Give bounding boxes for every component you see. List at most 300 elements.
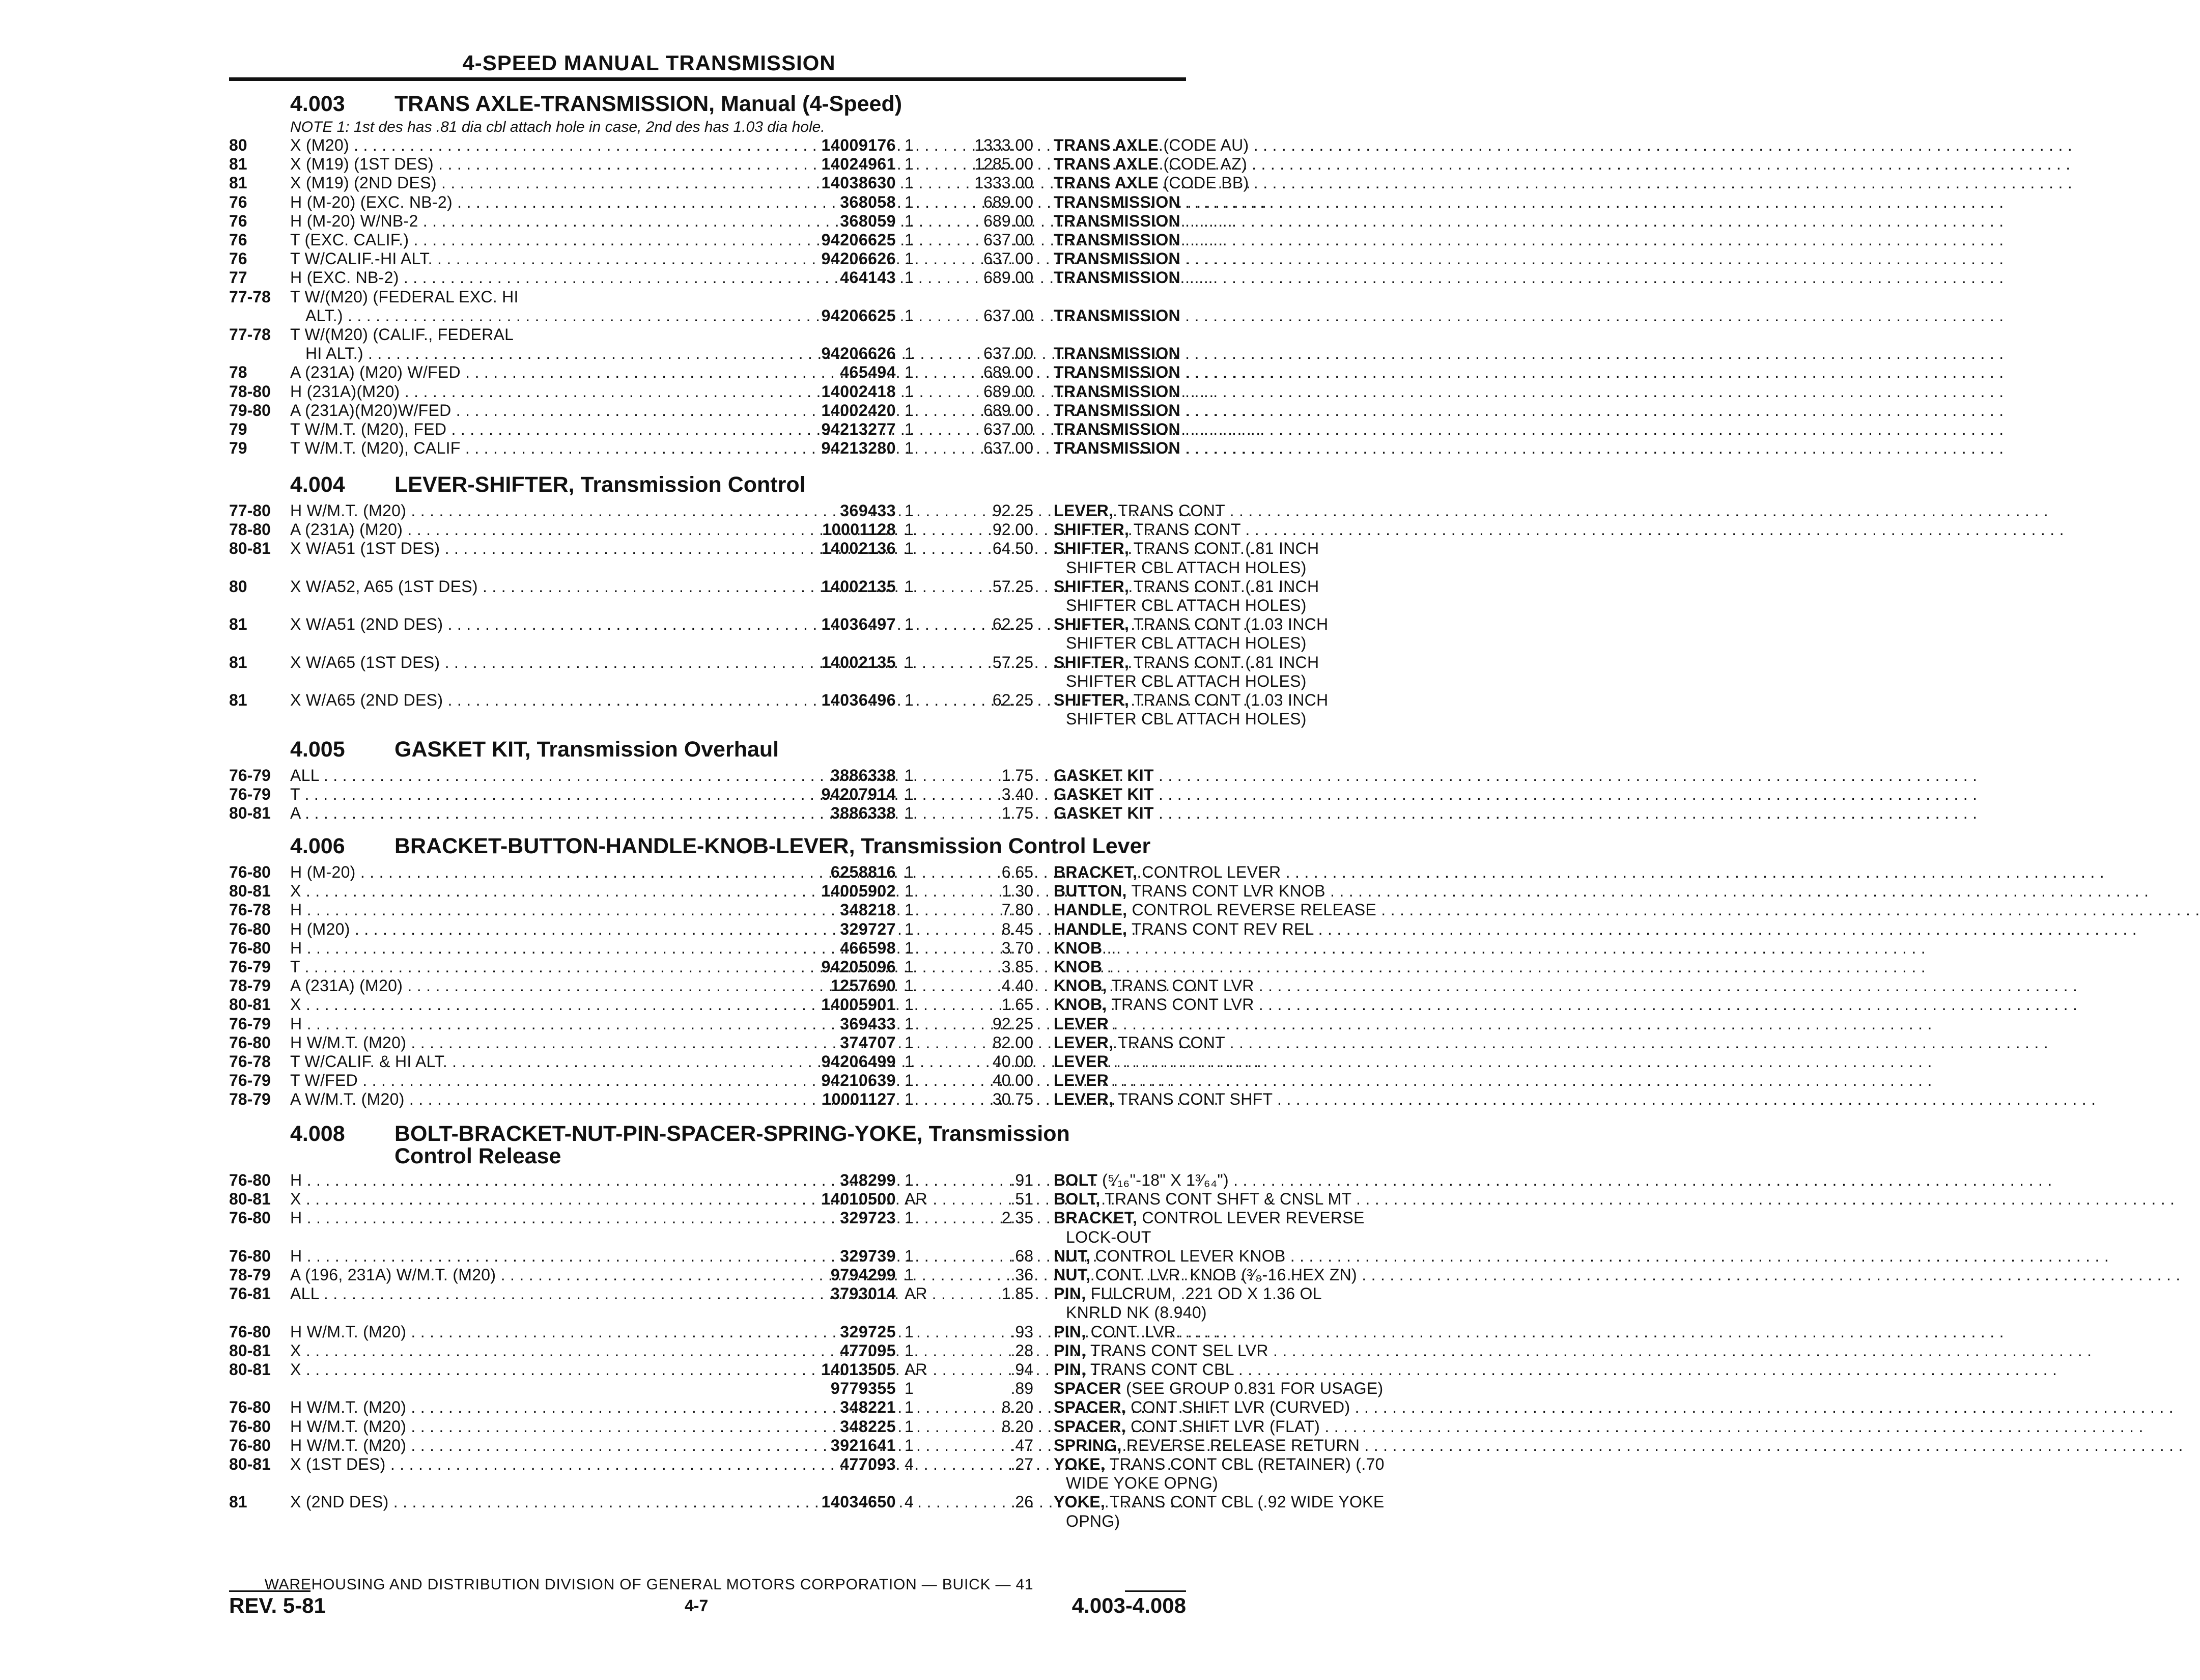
- quantity: 1: [905, 804, 914, 823]
- section-number: 4.005: [290, 737, 345, 762]
- parts-row: [229, 1341, 1268, 1360]
- part-number: 9779355: [830, 1379, 896, 1398]
- part-name-detail: CONT. LVR. KNOB (³⁄₈-16 HEX ZN): [1090, 1266, 1357, 1284]
- part-name-detail: SHIFTER CBL ATTACH HOLES): [1066, 558, 1307, 577]
- section-note: NOTE 1: 1st des has .81 dia cbl attach hole in case, 2nd des has 1.03 dia hole.: [290, 119, 825, 135]
- part-name-primary: LEVER,: [1054, 1090, 1114, 1109]
- page-number: 4-7: [685, 1597, 709, 1615]
- price: .89: [1010, 1379, 1033, 1398]
- quantity: AR: [905, 1284, 927, 1303]
- part-number: 466598: [840, 938, 896, 957]
- part-name-primary: GASKET KIT: [1054, 766, 1154, 785]
- part-number: 94207914: [821, 785, 896, 804]
- application-description: H . . .: [290, 1015, 793, 1033]
- price: 637.00: [983, 231, 1033, 249]
- part-name-detail: CONTROL LEVER: [1137, 863, 1281, 881]
- application-description: A W/M.T. (M20) . . .: [290, 1090, 793, 1109]
- model-year: 80-81: [229, 1341, 271, 1360]
- part-number: 14002135: [821, 577, 896, 596]
- part-name: [1054, 653, 1420, 672]
- model-year: 78: [229, 363, 247, 382]
- application-description: H (231A)(M20) . . .: [290, 382, 793, 401]
- part-name-primary: HANDLE,: [1054, 919, 1127, 938]
- part-number: 14005901: [821, 995, 896, 1014]
- part-name-primary: TRANSMISSION: [1054, 363, 1180, 382]
- price: 1.75: [1001, 766, 1033, 785]
- application-description: A (231A)(M20)W/FED . . .: [290, 401, 793, 420]
- model-year: 79-80: [229, 401, 271, 419]
- quantity: 1: [905, 174, 914, 192]
- part-name: [1054, 539, 1420, 558]
- application-description: H . . .: [290, 1247, 793, 1266]
- quantity: 1: [905, 363, 914, 382]
- part-number: 14034650: [821, 1493, 896, 1511]
- part-name-primary: TRANSMISSION: [1054, 211, 1180, 230]
- price: 82.00: [992, 1033, 1033, 1052]
- model-year: 78-79: [229, 1090, 271, 1109]
- part-number: 14010500: [821, 1190, 896, 1209]
- part-number: 94206626: [821, 344, 896, 363]
- price: 689.00: [983, 382, 1033, 401]
- part-name: [1054, 1052, 1420, 1071]
- part-name: [1054, 1379, 1420, 1398]
- part-name: [1054, 193, 1420, 212]
- quantity: 1: [905, 382, 914, 401]
- section-heading: [290, 473, 1206, 496]
- part-name-primary: SHIFTER,: [1054, 653, 1130, 671]
- parts-row: [229, 1474, 1219, 1493]
- quantity: 1: [905, 1246, 914, 1265]
- quantity: 1: [905, 1071, 914, 1090]
- part-number: 9794299: [830, 1266, 896, 1284]
- model-year: 76-79: [229, 958, 271, 976]
- part-number: 477095: [840, 1341, 896, 1360]
- parts-row: [229, 1033, 1225, 1052]
- price: 64.50: [992, 539, 1033, 558]
- price: 1333.00: [974, 136, 1033, 154]
- part-name-primary: TRANSMISSION: [1054, 231, 1180, 249]
- part-name-primary: TRANS AXLE: [1054, 136, 1159, 154]
- section-subtitle: Transmission Control Lever: [861, 834, 1151, 858]
- parts-row: [229, 901, 1377, 919]
- part-name-primary: YOKE,: [1054, 1493, 1106, 1511]
- part-name: [1054, 420, 1420, 439]
- parts-row: [229, 249, 1186, 268]
- quantity: 1: [905, 1417, 914, 1436]
- model-year: 76-80: [229, 1398, 271, 1417]
- part-name: [1054, 344, 1420, 363]
- parts-row: [229, 653, 1319, 672]
- parts-row: [229, 558, 1307, 577]
- part-name-primary: TRANSMISSION: [1054, 401, 1180, 419]
- parts-row: [229, 634, 1307, 653]
- part-name-primary: GASKET KIT: [1054, 804, 1154, 823]
- part-name-detail: TRANS CONT LVR: [1107, 995, 1254, 1014]
- parts-row: [229, 804, 1186, 823]
- part-name: [1054, 1417, 1420, 1436]
- part-number: 94205096: [821, 958, 896, 976]
- part-number: 368058: [840, 192, 896, 211]
- part-name: [1054, 672, 1420, 691]
- quantity: 1: [905, 938, 914, 957]
- part-name-detail: CONT SHIFT LVR (FLAT): [1125, 1417, 1320, 1436]
- quantity: 1: [905, 1322, 914, 1341]
- part-name-primary: BRACKET,: [1054, 863, 1138, 881]
- part-number: 94213280: [821, 439, 896, 458]
- part-name-detail: SHIFTER CBL ATTACH HOLES): [1066, 596, 1307, 614]
- application-description: T W/CALIF. & HI ALT. . . .: [290, 1052, 793, 1071]
- price: 1.30: [1001, 882, 1033, 901]
- application-description: ALL . . .: [290, 1284, 793, 1303]
- part-name: [1054, 577, 1420, 596]
- part-name: [1054, 401, 1420, 420]
- part-name: [1054, 691, 1420, 710]
- part-name-primary: KNOB,: [1054, 976, 1107, 995]
- part-name-detail: CONT SHIFT LVR (CURVED): [1125, 1398, 1350, 1417]
- part-number: 14005902: [821, 882, 896, 901]
- part-name: [1054, 1015, 1420, 1033]
- parts-row: [229, 520, 1241, 539]
- price: 1285.00: [974, 155, 1033, 174]
- application-description: X (M20) . . .: [290, 136, 793, 155]
- part-name: [1054, 1071, 1420, 1090]
- quantity: 1: [905, 439, 914, 458]
- part-name-primary: TRANSMISSION: [1054, 439, 1180, 458]
- parts-row: [229, 1493, 1385, 1511]
- parts-row: [229, 1246, 1286, 1266]
- part-name-detail: TRANS CONT CBL (.92 WIDE YOKE: [1105, 1493, 1385, 1511]
- application-description: H W/M.T. (M20) . . .: [290, 1398, 793, 1417]
- part-name-detail: TRANS CONT LVR: [1107, 976, 1254, 995]
- parts-row: [229, 577, 1319, 596]
- price: 30.75: [992, 1090, 1033, 1109]
- application-description: T W/(M20) (FEDERAL EXC. HI: [290, 287, 519, 306]
- parts-row: [229, 268, 1186, 287]
- parts-row: [229, 193, 1186, 212]
- part-name-primary: SHIFTER,: [1054, 520, 1130, 539]
- part-name-primary: TRANSMISSION: [1054, 420, 1180, 438]
- price: 1333.00: [974, 174, 1033, 192]
- part-name: [1054, 1090, 1420, 1109]
- part-number: 329727: [840, 919, 896, 938]
- part-name: [1054, 901, 1420, 919]
- quantity: 1: [905, 691, 914, 709]
- part-name: [1054, 1266, 1420, 1284]
- application-description: H (M-20) . . .: [290, 863, 793, 882]
- part-name-primary: KNOB,: [1054, 995, 1107, 1014]
- model-year: 80-81: [229, 539, 271, 558]
- part-name-detail: CONTROL LEVER KNOB: [1090, 1246, 1286, 1265]
- model-year: 76-80: [229, 1417, 271, 1436]
- model-year: 81: [229, 155, 247, 174]
- quantity: 1: [905, 901, 914, 919]
- parts-row: [229, 995, 1254, 1014]
- part-name-primary: GASKET KIT: [1054, 785, 1154, 804]
- price: 637.00: [983, 249, 1033, 268]
- part-name-detail: TRANS CONT CBL: [1086, 1360, 1234, 1379]
- application-description: T . . .: [290, 958, 793, 976]
- quantity: 1: [905, 155, 914, 174]
- model-year: 76-79: [229, 1014, 271, 1033]
- model-year: 76-79: [229, 1071, 271, 1090]
- application-description: H W/M.T. (M20) . . .: [290, 1436, 793, 1455]
- quantity: 1: [905, 615, 914, 634]
- part-number: 329739: [840, 1246, 896, 1265]
- quantity: 4: [905, 1455, 914, 1473]
- application-description: T W/(M20) (CALIF., FEDERAL: [290, 325, 514, 344]
- part-name-primary: TRANSMISSION: [1054, 344, 1180, 363]
- part-name: [1054, 1323, 1420, 1341]
- quantity: 1: [905, 1341, 914, 1360]
- part-number: 477093: [840, 1455, 896, 1473]
- parts-row: [229, 344, 1186, 363]
- price: 689.00: [983, 268, 1033, 287]
- parts-row: [229, 691, 1329, 710]
- section-number: 4.004: [290, 472, 345, 497]
- part-name-primary: YOKE,: [1054, 1455, 1106, 1473]
- part-name-primary: LEVER,: [1054, 501, 1114, 520]
- part-name-detail: TRANS CONT (.81 INCH: [1129, 577, 1319, 596]
- price: 62.25: [992, 615, 1033, 634]
- model-year: 80-81: [229, 1360, 271, 1379]
- quantity: 1: [905, 268, 914, 287]
- model-year: 77-78: [229, 325, 271, 344]
- part-number: 94206625: [821, 231, 896, 249]
- price: 1.85: [1001, 1284, 1033, 1303]
- part-name-primary: SPACER: [1054, 1379, 1121, 1398]
- application-description: X . . .: [290, 1341, 793, 1360]
- parts-row: [229, 1209, 1365, 1227]
- part-name: [1054, 1455, 1420, 1474]
- part-name: [1054, 710, 1420, 729]
- part-name-detail: TRANS CONT SEL LVR: [1086, 1341, 1268, 1360]
- price: 689.00: [983, 363, 1033, 382]
- part-name: [1054, 174, 1420, 192]
- application-description: T W/M.T. (M20), FED . . .: [290, 420, 793, 439]
- model-year: 80-81: [229, 882, 271, 901]
- quantity: 1: [905, 1052, 914, 1071]
- part-name: [1054, 1436, 1420, 1455]
- quantity: 1: [905, 501, 914, 520]
- part-name: [1054, 155, 1420, 174]
- quantity: 1: [905, 1379, 914, 1398]
- application-description: H . . .: [290, 1209, 793, 1227]
- parts-row: [229, 1512, 1186, 1531]
- part-name-primary: SHIFTER,: [1054, 539, 1130, 558]
- price: 8.45: [1001, 919, 1033, 938]
- application-description: H . . .: [290, 1171, 793, 1190]
- part-number: 6258816: [830, 863, 896, 881]
- price: 57.25: [992, 577, 1033, 596]
- section-number: 4.008: [290, 1122, 345, 1146]
- part-name-detail: (CODE AU): [1159, 136, 1249, 154]
- quantity: 1: [905, 520, 914, 539]
- part-number: 464143: [840, 268, 896, 287]
- parts-row: [229, 1284, 1322, 1303]
- model-year: 77: [229, 268, 247, 287]
- part-name-detail: TRANS CONT: [1113, 501, 1225, 520]
- part-name-primary: LEVER: [1054, 1014, 1109, 1033]
- part-name-primary: LEVER,: [1054, 1033, 1114, 1052]
- part-name: [1054, 382, 1420, 401]
- model-year: 76-80: [229, 863, 271, 881]
- part-name-primary: TRANSMISSION: [1054, 268, 1180, 287]
- part-number: 14013505: [821, 1360, 896, 1379]
- quantity: 1: [905, 539, 914, 558]
- part-name-primary: SPRING,: [1054, 1436, 1122, 1454]
- price: 40.00: [992, 1052, 1033, 1071]
- part-number: 348225: [840, 1417, 896, 1436]
- model-year: 76-80: [229, 1246, 271, 1265]
- part-name-primary: SPACER,: [1054, 1398, 1126, 1417]
- part-name-primary: TRANSMISSION: [1054, 306, 1180, 325]
- part-number: 3793014: [830, 1284, 896, 1303]
- part-name-detail: OPNG): [1066, 1511, 1120, 1530]
- application-description: X (M19) (1ST DES) . . .: [290, 155, 793, 174]
- part-name-detail: SHIFTER CBL ATTACH HOLES): [1066, 671, 1307, 690]
- parts-row: [229, 501, 1225, 520]
- part-name-primary: PIN,: [1054, 1284, 1086, 1303]
- parts-row: [229, 1228, 1186, 1247]
- section-title: LEVER-SHIFTER,: [394, 472, 575, 497]
- application-description: T W/CALIF.-HI ALT. . . .: [290, 249, 793, 268]
- model-year: 81: [229, 653, 247, 671]
- part-number: 10001127: [822, 1090, 896, 1109]
- part-name-detail: TRANS CONT LVR KNOB: [1126, 882, 1325, 901]
- parts-row: [229, 615, 1329, 634]
- part-name-detail: (⁵⁄₁₆"-18" X 1³⁄₆₄"): [1097, 1171, 1229, 1189]
- model-year: 76-80: [229, 919, 271, 938]
- parts-row: [229, 231, 1186, 249]
- model-year: 79: [229, 420, 247, 438]
- part-number: 348218: [840, 901, 896, 919]
- part-name: [1054, 995, 1420, 1014]
- quantity: 1: [905, 211, 914, 230]
- part-name: [1054, 863, 1420, 882]
- part-name-detail: TRANS CONT (.81 INCH: [1129, 653, 1319, 671]
- price: 62.25: [992, 691, 1033, 709]
- part-name: [1054, 212, 1420, 231]
- price: .26: [1010, 1493, 1033, 1511]
- part-name-detail: TRANS CONT SHFT: [1113, 1090, 1273, 1109]
- quantity: 1: [905, 995, 914, 1014]
- application-description: H (M-20) W/NB-2 . . .: [290, 212, 793, 231]
- parts-row: [229, 919, 1314, 939]
- parts-row: [229, 155, 1247, 174]
- model-year: 80-81: [229, 1190, 271, 1209]
- price: .68: [1010, 1246, 1033, 1265]
- application-description: T W/FED . . .: [290, 1071, 793, 1090]
- part-name: [1054, 1284, 1420, 1303]
- section-title: GASKET KIT,: [394, 737, 531, 762]
- parts-row: [229, 671, 1307, 691]
- parts-row: [229, 1090, 1273, 1109]
- price: .27: [1010, 1455, 1033, 1473]
- part-name: [1054, 1493, 1420, 1511]
- part-name-detail: TRANS CONT: [1129, 520, 1241, 539]
- part-name-detail: TRANS CONT REV REL: [1127, 919, 1314, 938]
- model-year: 78-80: [229, 520, 271, 539]
- parts-row: [229, 325, 1186, 344]
- parts-row: [229, 306, 1186, 325]
- quantity: 1: [905, 344, 914, 363]
- quantity: 1: [905, 1436, 914, 1454]
- part-number: 465494: [840, 363, 896, 382]
- part-number: 14009176: [821, 136, 896, 154]
- revision-label: REV. 5-81: [229, 1593, 326, 1617]
- model-year: 81: [229, 174, 247, 192]
- quantity: 1: [905, 577, 914, 596]
- part-number: 369433: [840, 1014, 896, 1033]
- model-year: 80-81: [229, 1455, 271, 1473]
- part-number: 94213277: [821, 420, 896, 438]
- parts-row: [229, 439, 1186, 458]
- footer-rule-right: [1125, 1590, 1186, 1592]
- application-description: H . . .: [290, 901, 793, 919]
- section-title: BRACKET-BUTTON-HANDLE-KNOB-LEVER,: [394, 834, 855, 858]
- application-description: ALT.) . . .: [290, 306, 793, 325]
- part-name-primary: SHIFTER,: [1054, 577, 1130, 596]
- part-number: 3921641: [830, 1436, 896, 1454]
- quantity: 1: [905, 1014, 914, 1033]
- part-name-detail: TRANS CONT CBL (RETAINER) (.70: [1105, 1455, 1385, 1473]
- part-name-detail: TRANS CONT: [1113, 1033, 1225, 1052]
- part-number: 94206499: [821, 1052, 896, 1071]
- part-name: [1054, 268, 1420, 287]
- model-year: 76: [229, 211, 247, 230]
- part-number: 3886338: [830, 804, 896, 823]
- application-description: X W/A52, A65 (1ST DES) . . .: [290, 577, 793, 596]
- part-number: 374707: [840, 1033, 896, 1052]
- section-title-line2: Control Release: [394, 1144, 561, 1168]
- parts-row: [229, 288, 1186, 306]
- part-name-primary: SPACER,: [1054, 1417, 1126, 1436]
- part-name: [1054, 1341, 1420, 1360]
- model-year: 78-79: [229, 1266, 271, 1284]
- part-name: [1054, 306, 1420, 325]
- price: 637.00: [983, 306, 1033, 325]
- section-subtitle: Transmission Overhaul: [537, 737, 779, 762]
- application-description: X W/A65 (2ND DES) . . .: [290, 691, 793, 710]
- part-name-primary: TRANSMISSION: [1054, 192, 1180, 211]
- part-name: [1054, 520, 1420, 539]
- application-description: A . . .: [290, 804, 793, 823]
- part-number: 348221: [840, 1398, 896, 1417]
- section-heading: [290, 835, 1206, 857]
- model-year: 76-78: [229, 1052, 271, 1071]
- parts-row: [229, 136, 1249, 155]
- part-name: [1054, 1209, 1420, 1227]
- parts-row: [229, 363, 1186, 382]
- application-description: T (EXC. CALIF.) . . .: [290, 231, 793, 249]
- part-number: 14038630: [821, 174, 896, 192]
- application-description: X W/A51 (2ND DES) . . .: [290, 615, 793, 634]
- quantity: 1: [905, 231, 914, 249]
- model-year: 80-81: [229, 804, 271, 823]
- price: .28: [1010, 1341, 1033, 1360]
- application-description: A (231A) (M20) W/FED . . .: [290, 363, 793, 382]
- parts-row: [229, 710, 1307, 729]
- part-name: [1054, 976, 1420, 995]
- section-subtitle: Transmission: [928, 1122, 1070, 1146]
- part-number: 10001128: [822, 520, 896, 539]
- application-description: X . . .: [290, 1360, 793, 1379]
- section-number: 4.006: [290, 834, 345, 858]
- application-description: X W/A51 (1ST DES) . . .: [290, 539, 793, 558]
- part-name: [1054, 231, 1420, 249]
- part-number: 14024961: [821, 155, 896, 174]
- quantity: 1: [905, 306, 914, 325]
